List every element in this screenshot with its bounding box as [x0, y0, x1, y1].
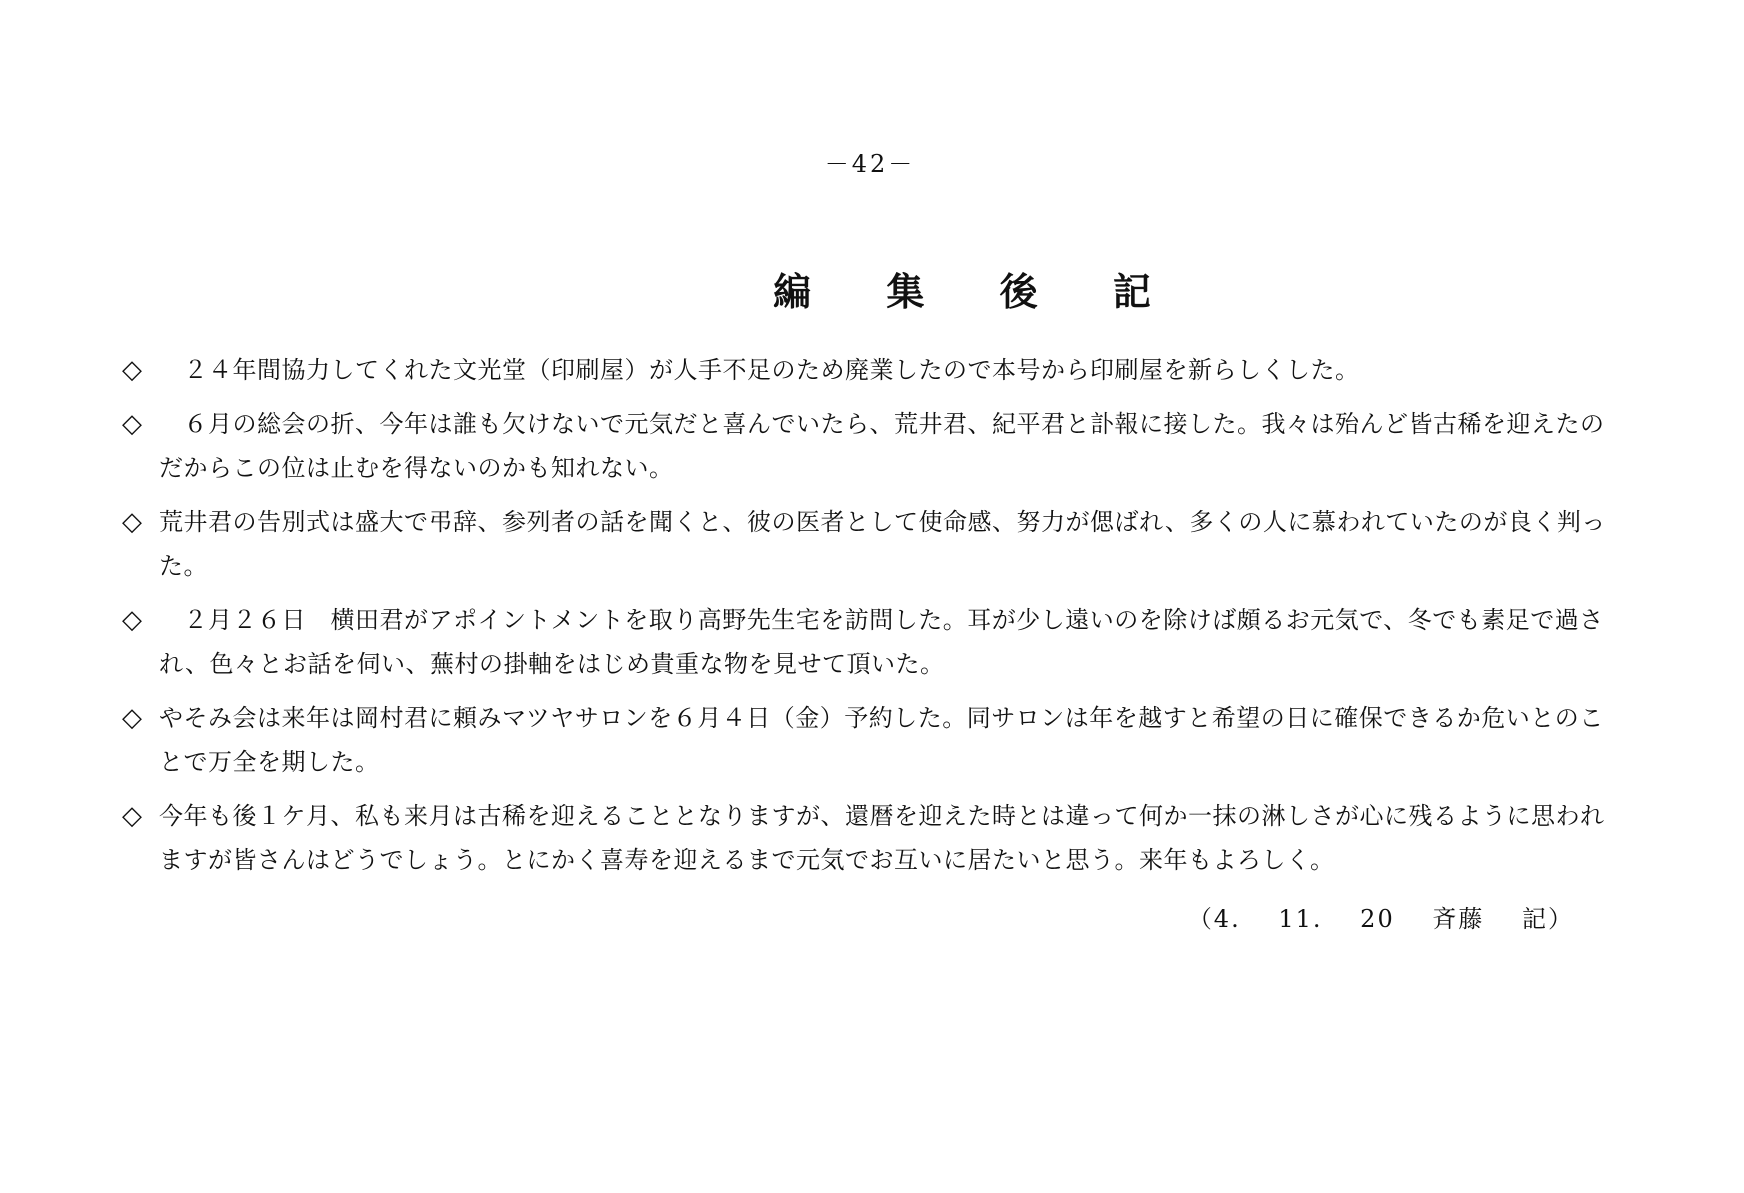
signature-name: 斉藤 [1432, 905, 1485, 933]
note-entry [122, 348, 1622, 392]
page-title [90, 261, 1744, 316]
note-text: やそみ会は来年は岡村君に頼みマツヤサロンを６月４日（金）予約した。同サロンは年を越すと希望の日に確保できるか危いとのことで万全を期した。 [159, 704, 1604, 776]
diamond-bullet-icon: ◇ [122, 355, 143, 385]
signature-year: （4. [1187, 905, 1241, 933]
note-text: ２月２６日 横田君がアポイントメントを取り高野先生宅を訪問した。耳が少し遠いのを除けば頗るお元気で、冬でも素足で過され、色々とお話を伺い、蕪村の掛軸をはじめ貴重な物を見せて頂いた。 [159, 606, 1604, 678]
note-list [122, 348, 1622, 892]
signature-line [1188, 899, 1574, 934]
title-char-3: 後 [999, 269, 1038, 314]
note-text: ２４年間協力してくれた文光堂（印刷屋）が人手不足のため廃業したので本号から印刷屋を新らしくした。 [159, 356, 1360, 384]
note-text: ６月の総会の折、今年は誰も欠けないで元気だと喜んでいたら、荒井君、紀平君と訃報に接した。我々は殆んど皆古稀を迎えたのだからこの位は止むを得ないのかも知れない。 [159, 410, 1605, 482]
note-entry [122, 402, 1622, 490]
diamond-bullet-icon: ◇ [122, 507, 143, 537]
diamond-bullet-icon: ◇ [122, 801, 143, 831]
diamond-bullet-icon: ◇ [122, 409, 143, 439]
note-entry [122, 696, 1622, 784]
note-entry [122, 794, 1622, 882]
note-text: 荒井君の告別式は盛大で弔辞、参列者の話を聞くと、彼の医者として使命感、努力が偲ばれ、多くの人に慕われていたのが良く判った。 [159, 508, 1606, 580]
title-char-1: 編 [773, 269, 812, 314]
signature-day: 20 [1360, 905, 1395, 933]
diamond-bullet-icon: ◇ [122, 605, 143, 635]
title-char-4: 記 [1112, 269, 1151, 314]
note-entry [122, 500, 1622, 588]
title-char-2: 集 [886, 269, 925, 314]
page-number: －42－ [824, 150, 916, 178]
note-text: 今年も後１ケ月、私も来月は古稀を迎えることとなりますが、還暦を迎えた時とは違って何か一抹の淋しさが心に残るように思われますが皆さんはどうでしょう。とにかく喜寿を迎えるまで元気でお互いに居たいと思う。来年もよろしく。 [159, 802, 1605, 874]
signature-close: 記） [1522, 905, 1574, 933]
note-entry [122, 598, 1622, 686]
diamond-bullet-icon: ◇ [122, 703, 143, 733]
signature-month: 11. [1278, 905, 1323, 933]
